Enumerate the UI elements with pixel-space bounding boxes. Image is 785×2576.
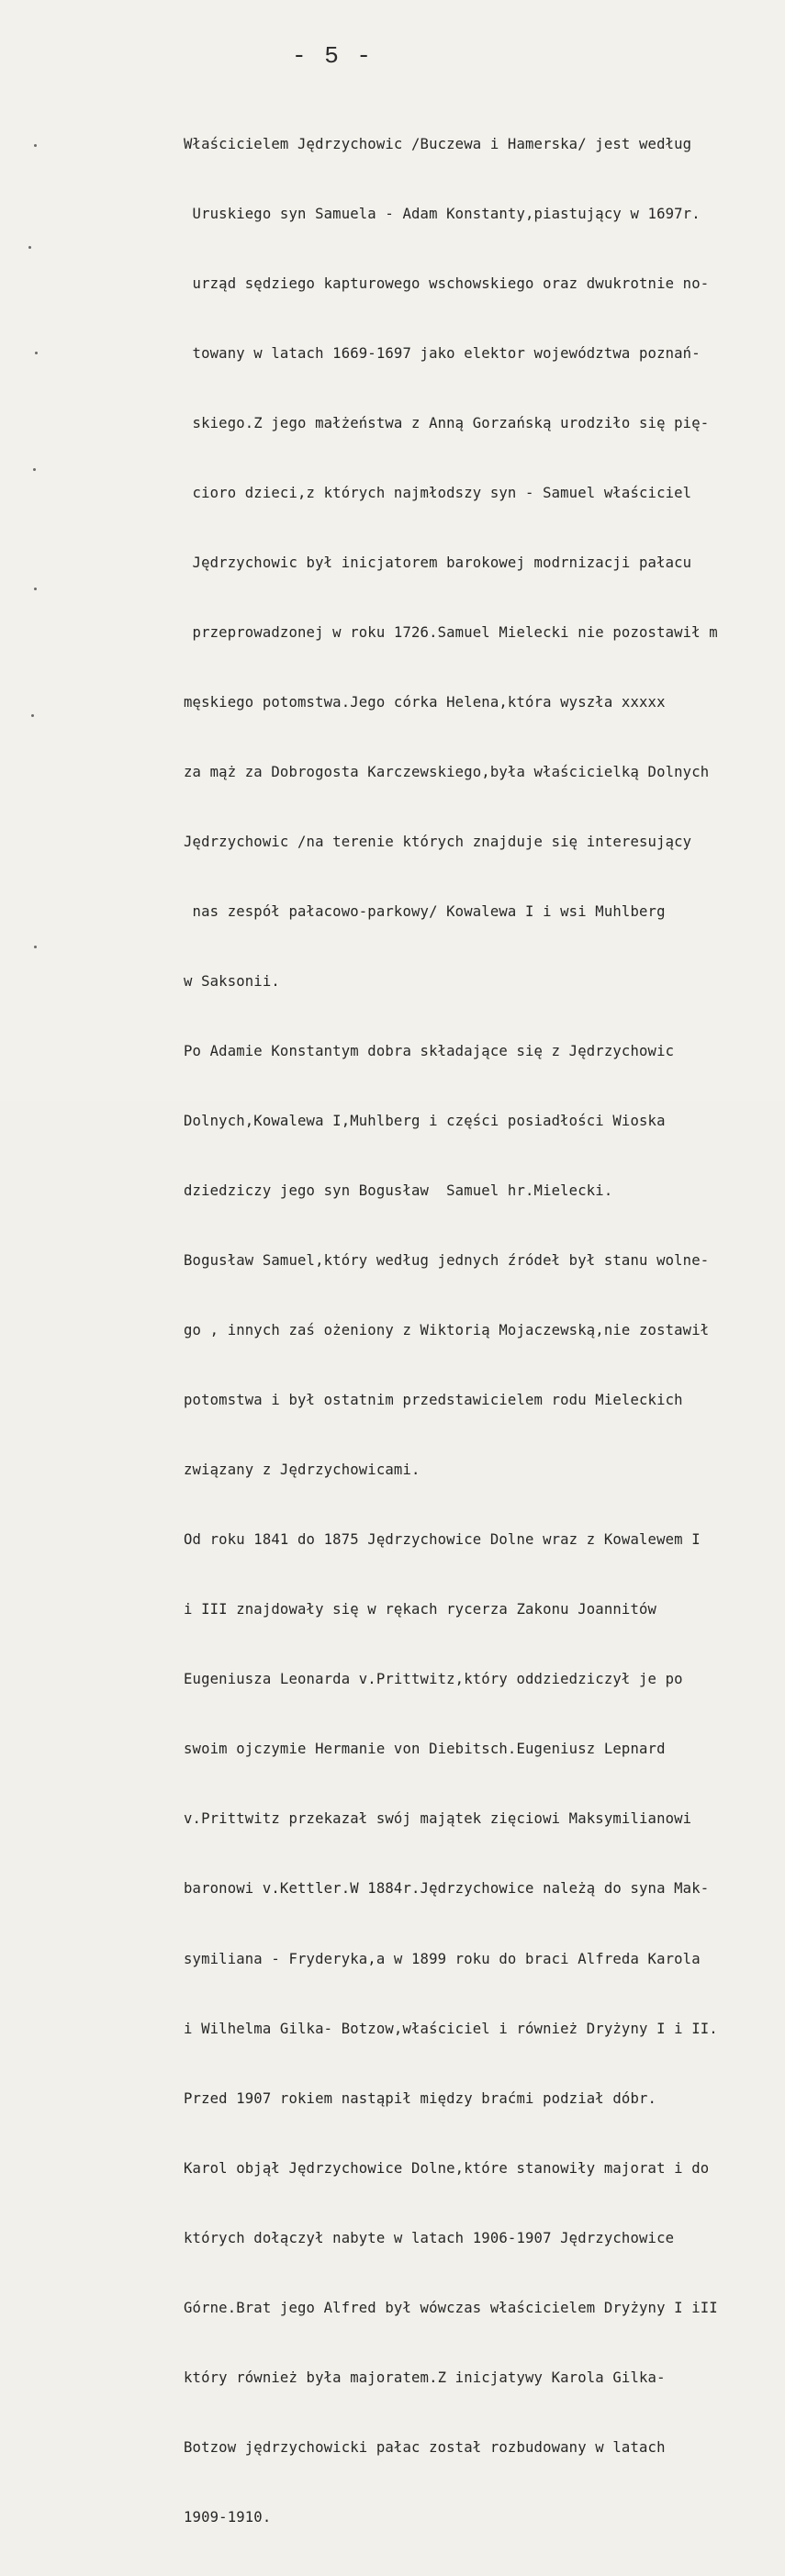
text-line: Eugeniusza Leonarda v.Prittwitz,który oddziedziczył je po xyxy=(184,1671,683,1688)
margin-mark xyxy=(31,714,34,717)
text-line: Bogusław Samuel,który według jednych źródeł był stanu wolne- xyxy=(184,1252,710,1270)
text-line: w Saksonii. xyxy=(184,973,280,991)
text-line: i III znajdowały się w rękach rycerza Zakonu Joannitów xyxy=(184,1601,657,1618)
text-line: towany w latach 1669-1697 jako elektor województwa poznań- xyxy=(184,344,701,362)
text-line: Dolnych,Kowalewa I,Muhlberg i części posiadłości Wioska xyxy=(184,1113,666,1130)
text-line: który również była majoratem.Z inicjatywy Karola Gilka- xyxy=(184,2369,666,2386)
text-line: nas zespół pałacowo-parkowy/ Kowalewa I i wsi Muhlberg xyxy=(184,903,666,921)
text-line: Karol objął Jędrzychowice Dolne,które stanowiły majorat i do xyxy=(184,2159,710,2177)
text-line: symiliana - Fryderyka,a w 1899 roku do braci Alfreda Karola xyxy=(184,1950,701,1967)
margin-mark xyxy=(34,946,37,948)
margin-mark xyxy=(28,246,31,249)
text-line: urząd sędziego kapturowego wschowskiego oraz dwukrotnie no- xyxy=(184,274,710,292)
text-line: v.Prittwitz przekazał swój majątek zięciowi Maksymilianowi xyxy=(184,1810,692,1828)
margin-mark xyxy=(34,588,37,590)
text-line: Od roku 1841 do 1875 Jędrzychowice Dolne wraz z Kowalewem I xyxy=(184,1531,701,1549)
text-line: Przed 1907 rokiem nastąpił między braćmi podział dóbr. xyxy=(184,2089,657,2107)
text-line: Jędrzychowic był inicjatorem barokowej modrnizacji pałacu xyxy=(184,554,692,571)
text-line: Botzow jędrzychowicki pałac został rozbudowany w latach xyxy=(184,2438,666,2456)
text-line: baronowi v.Kettler.W 1884r.Jędrzychowice należą do syna Mak- xyxy=(184,1880,710,1898)
text-line: go , innych zaś ożeniony z Wiktorią Mojaczewską,nie zostawił xyxy=(184,1322,710,1339)
text-line: swoim ojczymie Hermanie von Diebitsch.Eugeniusz Lepnard xyxy=(184,1741,666,1758)
page-number: - 5 - xyxy=(292,42,374,70)
text-line: za mąż za Dobrogosta Karczewskiego,była właścicielką Dolnych xyxy=(184,763,710,780)
text-line: i Wilhelma Gilka- Botzow,właściciel i również Dryżyny I i II. xyxy=(184,2020,718,2037)
text-line: 1909-1910. xyxy=(184,2508,272,2526)
text-line: których dołączył nabyte w latach 1906-1907 Jędrzychowice xyxy=(184,2229,675,2246)
text-line: przeprowadzonej w roku 1726.Samuel Mielecki nie pozostawił m xyxy=(184,623,718,641)
typed-text xyxy=(184,86,785,2576)
margin-mark xyxy=(33,468,36,471)
text-line: Górne.Brat jego Alfred był wówczas właścicielem Dryżyny I iII xyxy=(184,2299,718,2316)
text-line: cioro dzieci,z których najmłodszy syn - Samuel właściciel xyxy=(184,484,692,501)
text-line: męskiego potomstwa.Jego córka Helena,która wyszła xxxxx xyxy=(184,693,666,711)
margin-mark xyxy=(34,144,37,147)
text-line: Jędrzychowic /na terenie których znajduje się interesujący xyxy=(184,834,692,850)
text-line: skiego.Z jego małżeństwa z Anną Gorzańską urodziło się pię- xyxy=(184,414,710,431)
text-line: dziedziczy jego syn Bogusław Samuel hr.Mielecki. xyxy=(184,1182,613,1200)
text-line: Właścicielem Jędrzychowic /Buczewa i Hamerska/ jest według xyxy=(184,135,692,152)
text-line: Po Adamie Konstantym dobra składające się z Jędrzychowic xyxy=(184,1043,675,1060)
text-line: potomstwa i był ostatnim przedstawicielem rodu Mieleckich xyxy=(184,1392,683,1409)
text-line: związany z Jędrzychowicami. xyxy=(184,1462,421,1479)
text-line: Uruskiego syn Samuela - Adam Konstanty,piastujący w 1697r. xyxy=(184,205,701,222)
margin-mark xyxy=(35,352,38,354)
